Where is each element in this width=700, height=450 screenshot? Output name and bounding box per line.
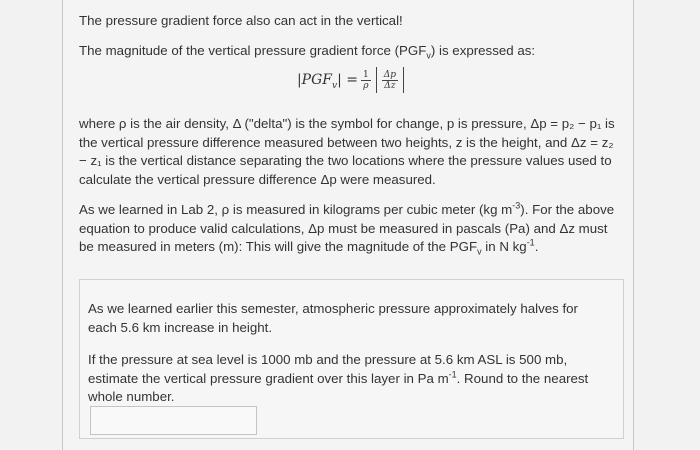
units-paragraph: As we learned in Lab 2, ρ is measured in kilograms per cubic meter (kg $m^{-3}$). For the above equation to produce valid calculations, Δp must be measured in pascals (Pa) and Δz must be measured in meters (m): This will give the magnitude of the $PGF_v$ in N $kg^{-1}$. — [79, 200, 615, 257]
question-panel — [79, 279, 624, 439]
question-prompt-text: If the pressure at sea level is 1000 mb and the pressure at 5.6 km ASL is 500 mb, estimate the vertical pressure gradient over this layer in Pa $m^{-1}$. Round to the nearest whole number. — [88, 352, 589, 404]
pgf-equation — [79, 67, 624, 107]
definition-paragraph: where ρ is the air density, Δ ("delta") is the symbol for change, p is pressure, Δp = p₂ − p₁ is the vertical pressure difference measured between two heights, z is the height, and Δz = z₂ − z₁ is the vertical distance separating the two locations where the pressure values used to calculate the vertical pressure difference Δp were measured. — [79, 116, 615, 187]
question-panel-text — [88, 300, 608, 407]
equation-lhs: $|PGF_v|$ = — [296, 72, 359, 91]
fraction-dp-over-dz: $\frac{\Delta p}{\Delta z}$ — [383, 69, 397, 91]
abs-bar-right — [403, 67, 404, 93]
question-content — [79, 12, 624, 404]
question-frame — [62, 0, 634, 450]
question-intro-text: As we learned earlier this semester, atmospheric pressure approximately halves for each 5.6 km increase in height. — [88, 301, 578, 335]
heading-text: The pressure gradient force also can act in the vertical! — [79, 13, 403, 28]
fraction-one-over-rho: $\frac{1}{\rho}$ — [363, 69, 369, 91]
intro-text: The magnitude of the vertical pressure gradient force $(PGF_v)$ is expressed as: — [79, 42, 536, 61]
abs-bar-left — [376, 67, 377, 93]
answer-input[interactable] — [90, 406, 257, 435]
